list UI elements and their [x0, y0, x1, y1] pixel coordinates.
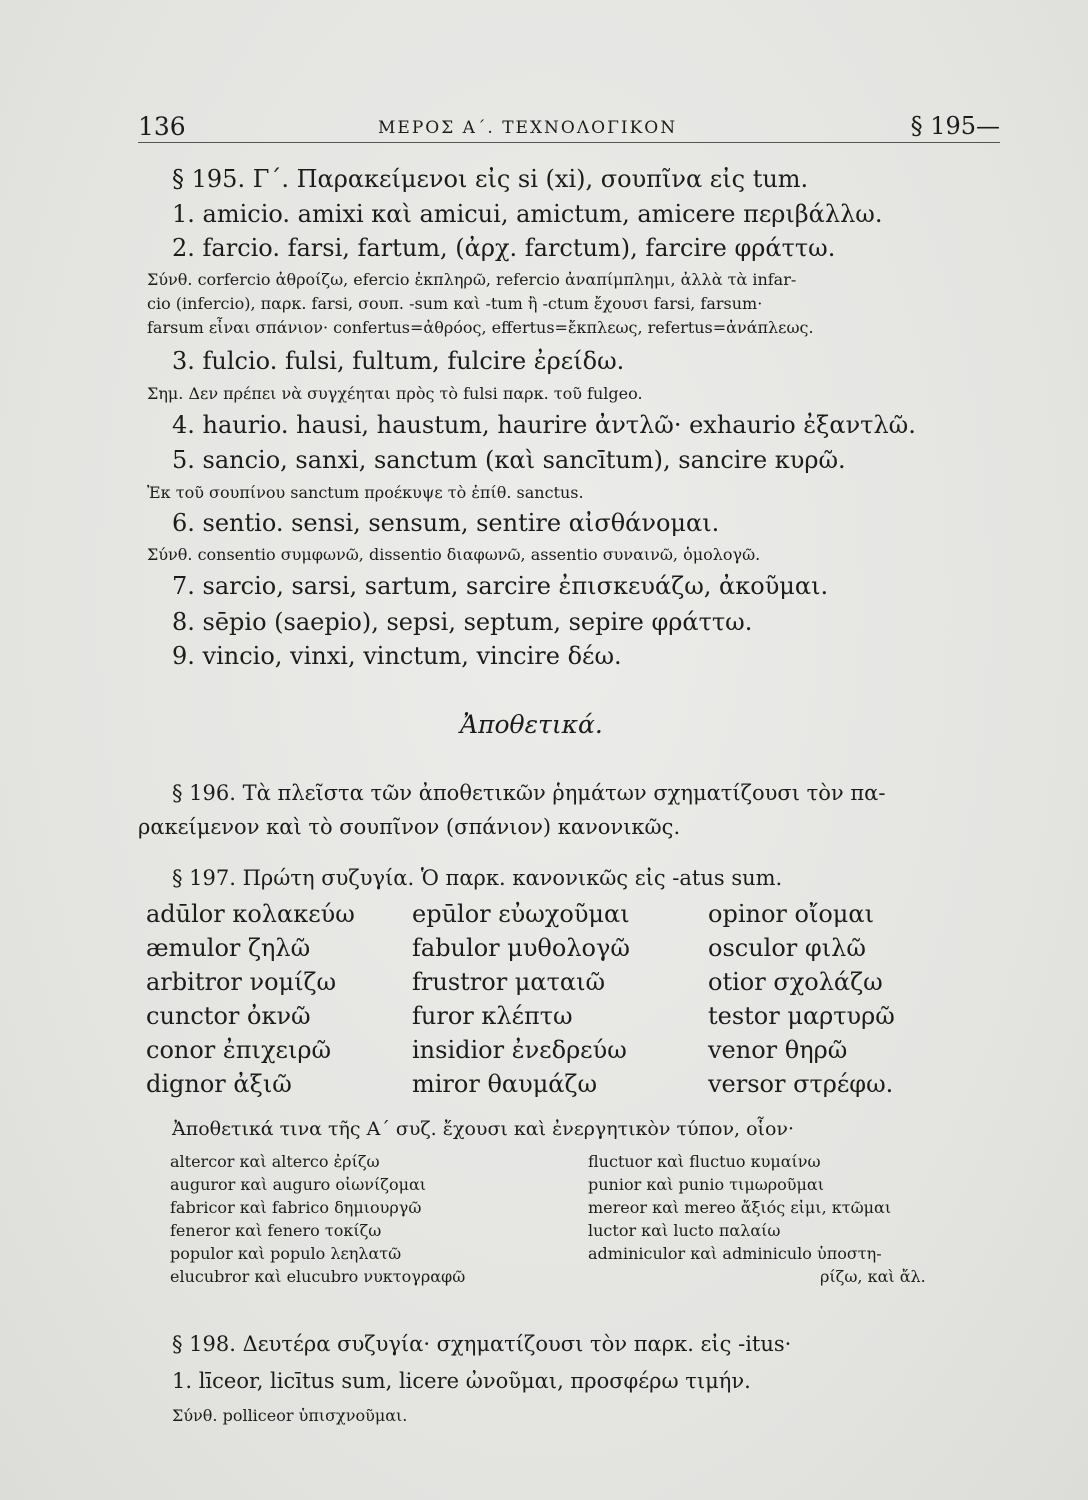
- sec195-item-6: 6. sentio. sensi, sensum, sentire αἰσθάνομαι.: [172, 509, 720, 537]
- section-195-heading: § 195. Γ΄. Παρακείμενοι εἰς si (xi), σουπῖνα εἰς tum.: [172, 165, 809, 193]
- list-item: [170, 1152, 1000, 1175]
- sec195-note-c: farsum εἶναι σπάνιον· confertus=ἀθρόος, effertus=ἔκπλεως, refertus=ἀνάπλεως.: [147, 318, 814, 337]
- section-198-heading: § 198. Δευτέρα συζυγία· σχηματίζουσι τὸν παρκ. εἰς -itus·: [172, 1332, 792, 1356]
- list-item-left: elucubror καὶ elucubro νυκτογραφῶ: [170, 1267, 466, 1286]
- list-item-left: populor καὶ populo λεηλατῶ: [170, 1244, 402, 1263]
- sec195-note-3: Σημ. Δεν πρέπει νὰ συγχέηται πρὸς τὸ fulsi παρκ. τοῦ fulgeo.: [147, 384, 643, 403]
- table-cell: epūlor εὐωχοῦμαι: [412, 900, 630, 928]
- running-title: ΜΕΡΟΣ Α΄. ΤΕΧΝΟΛΟΓΙΚΟΝ: [378, 118, 678, 138]
- table-row: [146, 1036, 926, 1070]
- sec195-item-8: 8. sēpio (saepio), sepsi, septum, sepire φράττω.: [172, 608, 753, 636]
- table-cell: æmulor ζηλῶ: [146, 934, 311, 962]
- sec195-note-a: Σύνθ. corfercio ἀθροίζω, efercio ἐκπληρῶ, refercio ἀναπίμπλημι, ἀλλὰ τὰ infar-: [147, 270, 797, 289]
- sec195-item-1: 1. amicio. amixi καὶ amicui, amictum, amicere περιβάλλω.: [172, 200, 883, 228]
- list-item-right: fluctuor καὶ fluctuo κυμαίνω: [588, 1152, 821, 1171]
- sec196-line-2: ρακείμενον καὶ τὸ σουπῖνον (σπάνιον) κανονικῶς.: [138, 815, 681, 839]
- table-cell: opinor οἴομαι: [708, 900, 875, 928]
- sec195-note-6: Σύνθ. consentio συμφωνῶ, dissentio διαφωνῶ, assentio συναινῶ, ὁμολογῶ.: [147, 545, 761, 564]
- table-cell: arbitror νομίζω: [146, 968, 337, 996]
- list-item-left: fabricor καὶ fabrico δημιουργῶ: [170, 1198, 422, 1217]
- sec195-note-b: cio (infercio), παρκ. farsi, σουπ. -sum καὶ -tum ἢ -ctum ἔχουσι farsi, farsum·: [147, 294, 763, 313]
- sec195-item-3: 3. fulcio. fulsi, fultum, fulcire ἐρείδω.: [172, 347, 625, 375]
- list-item-left: altercor καὶ alterco ἐρίζω: [170, 1152, 380, 1171]
- sec195-item-2: 2. farcio. farsi, fartum, (ἀρχ. farctum), farcire φράττω.: [172, 234, 836, 262]
- sec198-item-1: 1. līceor, licītus sum, licere ὠνοῦμαι, προσφέρω τιμήν.: [172, 1369, 751, 1393]
- first-conjugation-deponents-table: [146, 900, 926, 1104]
- list-item-right: mereor καὶ mereo ἄξιός εἰμι, κτῶμαι: [588, 1198, 892, 1217]
- active-form-pairs-list: [170, 1152, 1000, 1290]
- table-cell: frustror ματαιῶ: [412, 968, 606, 996]
- active-forms-intro: Ἀποθετικά τινα τῆς Α΄ συζ. ἔχουσι καὶ ἐνεργητικὸν τύπον, οἷον·: [172, 1118, 794, 1140]
- table-row: [146, 1002, 926, 1036]
- list-item-left: auguror καὶ auguro οἰωνίζομαι: [170, 1175, 427, 1194]
- sec195-note-5: Ἐκ τοῦ σουπίνου sanctum προέκυψε τὸ ἐπίθ. sanctus.: [147, 483, 584, 502]
- table-cell: adūlor κολακεύω: [146, 900, 355, 928]
- sec198-note-1: Σύνθ. polliceor ὑπισχνοῦμαι.: [172, 1406, 408, 1425]
- page-number: 136: [138, 112, 186, 141]
- table-cell: fabulor μυθολογῶ: [412, 934, 630, 962]
- table-cell: otior σχολάζω: [708, 968, 883, 996]
- list-item-right: adminiculor καὶ adminiculo ὑποστη-: [588, 1244, 882, 1263]
- list-item: [170, 1221, 1000, 1244]
- sec195-item-4: 4. haurio. hausi, haustum, haurire ἀντλῶ· exhaurio ἐξαντλῶ.: [172, 411, 916, 439]
- list-item-right: luctor καὶ lucto παλαίω: [588, 1221, 781, 1240]
- table-row: [146, 968, 926, 1002]
- table-cell: osculor φιλῶ: [708, 934, 866, 962]
- deponents-title: Ἀποθετικά.: [460, 710, 603, 739]
- table-cell: miror θαυμάζω: [412, 1070, 598, 1098]
- section-marker: § 195—: [910, 112, 1000, 140]
- table-cell: conor ἐπιχειρῶ: [146, 1036, 332, 1064]
- section-197-heading: § 197. Πρώτη συζυγία. Ὁ παρκ. κανονικῶς εἰς -atus sum.: [172, 866, 783, 890]
- table-cell: furor κλέπτω: [412, 1002, 573, 1030]
- list-item: [170, 1198, 1000, 1221]
- list-item: [170, 1175, 1000, 1198]
- sec195-item-9: 9. vincio, vinxi, vinctum, vincire δέω.: [172, 642, 622, 670]
- list-item-right: punior καὶ punio τιμωροῦμαι: [588, 1175, 824, 1194]
- table-cell: cunctor ὀκνῶ: [146, 1002, 311, 1030]
- table-cell: testor μαρτυρῶ: [708, 1002, 895, 1030]
- list-item: [170, 1267, 1000, 1290]
- running-header: [138, 108, 1000, 143]
- table-row: [146, 900, 926, 934]
- list-item-left: feneror καὶ fenero τοκίζω: [170, 1221, 382, 1240]
- table-cell: dignor ἀξιῶ: [146, 1070, 292, 1098]
- table-cell: versor στρέφω.: [708, 1070, 894, 1098]
- list-item: [170, 1244, 1000, 1267]
- list-item-right: ρίζω, καὶ ἄλ.: [820, 1267, 926, 1286]
- table-row: [146, 934, 926, 968]
- table-row: [146, 1070, 926, 1104]
- sec195-item-5: 5. sancio, sanxi, sanctum (καὶ sancītum), sancire κυρῶ.: [172, 446, 846, 474]
- table-cell: insidior ἐνεδρεύω: [412, 1036, 627, 1064]
- table-cell: venor θηρῶ: [708, 1036, 848, 1064]
- sec196-line-1: § 196. Τὰ πλεῖστα τῶν ἀποθετικῶν ῥημάτων σχηματίζουσι τὸν πα-: [172, 781, 886, 805]
- sec195-item-7: 7. sarcio, sarsi, sartum, sarcire ἐπισκευάζω, ἀκοῦμαι.: [172, 572, 829, 600]
